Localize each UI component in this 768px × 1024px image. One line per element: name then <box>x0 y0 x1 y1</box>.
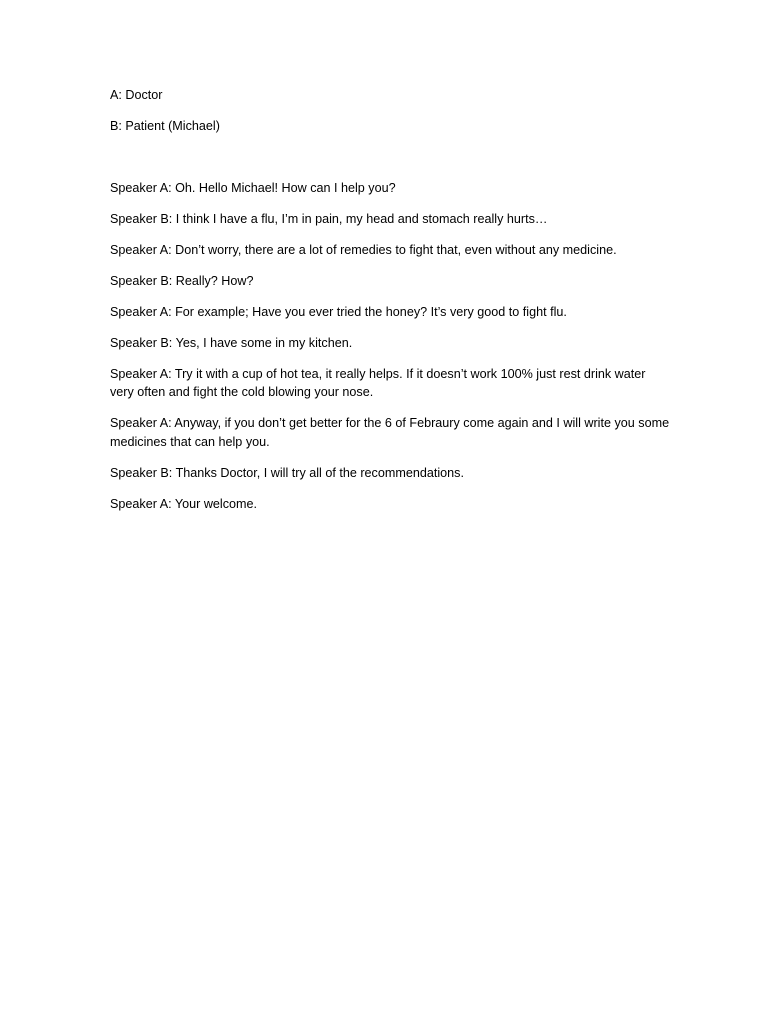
dialogue-line: Speaker A: Oh. Hello Michael! How can I help you? <box>110 180 396 195</box>
dialogue-line: Speaker A: For example; Have you ever tried the honey? It’s very good to fight flu. <box>110 304 567 319</box>
dialogue-line: Speaker B: Yes, I have some in my kitchen. <box>110 335 353 350</box>
dialogue-line: Speaker B: I think I have a flu, I’m in pain, my head and stomach really hurts… <box>110 211 548 226</box>
dialogue-line: Speaker B: Really? How? <box>110 273 254 288</box>
role-doctor: A: Doctor <box>110 88 163 102</box>
dialogue-line: Speaker A: Try it with a cup of hot tea, it really helps. If it doesn’t work 100% just rest drink water very often and fight the cold blowing your nose. <box>110 366 646 399</box>
dialogue <box>110 179 670 514</box>
document-content <box>110 86 670 513</box>
dialogue-line: Speaker B: Thanks Doctor, I will try all of the recommendations. <box>110 465 464 480</box>
role-patient: B: Patient (Michael) <box>110 119 220 133</box>
dialogue-line: Speaker A: Your welcome. <box>110 496 258 511</box>
dialogue-line: Speaker A: Anyway, if you don’t get better for the 6 of Febraury come again and I will write you some medicines that can help you. <box>110 416 670 449</box>
dialogue-line: Speaker A: Don’t worry, there are a lot of remedies to fight that, even without any medicine. <box>110 242 617 257</box>
roles-list <box>110 86 670 136</box>
